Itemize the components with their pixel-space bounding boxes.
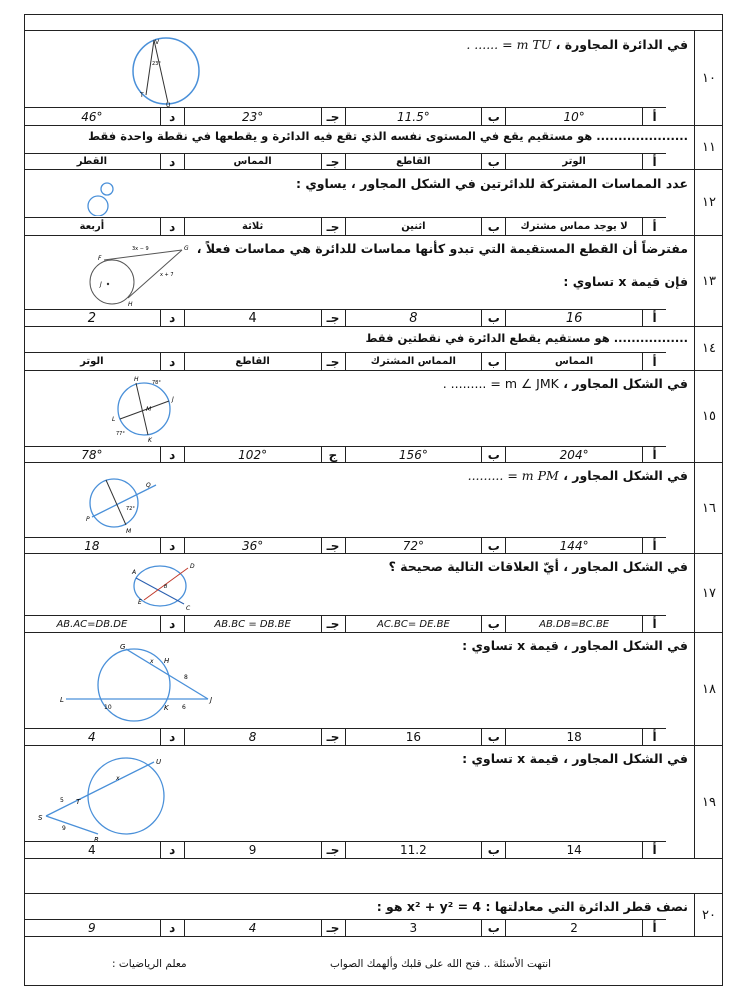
q15-label-k: K <box>148 437 152 443</box>
q17-letter-c: جـ <box>321 616 345 632</box>
q13-option-c[interactable]: 4 <box>184 310 321 326</box>
question-17-text: في الشكل المجاور ، أيّ العلاقات التالية صحيحة ؟ <box>388 559 688 574</box>
question-13-number: ١٣ <box>695 236 723 327</box>
q17-label-e: E <box>138 599 142 606</box>
question-15-text: في الشكل المجاور ، m ∠ JMK = ......... . <box>442 376 688 391</box>
q16-option-a[interactable]: 144° <box>505 538 642 553</box>
q19-label-s: S <box>38 814 43 822</box>
q17-label-b: B <box>164 584 168 590</box>
q18-figure <box>60 639 220 727</box>
q13-label-g: G <box>184 245 189 252</box>
q16-label-angle: 72° <box>126 506 135 512</box>
question-10-text: في الدائرة المجاورة ، m TU = ...... . <box>466 37 688 52</box>
q10-label-angle: 23° <box>152 61 161 67</box>
q15-option-b[interactable]: 156° <box>345 447 482 462</box>
q14-letter-c: جـ <box>321 353 345 370</box>
q15-option-a[interactable]: 204° <box>505 447 642 462</box>
q18-label-h: H <box>164 657 170 665</box>
q14-letter-a: أ <box>642 353 666 370</box>
q20-letter-a: أ <box>642 920 666 936</box>
q10-letter-d: د <box>160 108 184 125</box>
q13-option-b[interactable]: 8 <box>345 310 482 326</box>
q17-option-b[interactable]: AC.BC= DE.BE <box>345 616 482 632</box>
q13-option-a[interactable]: 16 <box>505 310 642 326</box>
q11-option-c[interactable]: المماس <box>184 154 321 169</box>
q15-label-a1: 78° <box>152 380 161 386</box>
q20-option-d[interactable]: 9 <box>88 921 96 935</box>
q17-label-d: D <box>190 563 195 570</box>
q19-label-x: x <box>116 775 120 782</box>
question-19-number: ١٩ <box>695 746 723 859</box>
q11-letter-c: جـ <box>321 154 345 169</box>
q14-option-a[interactable]: المماس <box>505 353 642 370</box>
q11-letter-a: أ <box>642 154 666 169</box>
q11-letter-d: د <box>160 154 184 169</box>
q19-option-a[interactable]: 14 <box>505 842 642 858</box>
q19-label-t: T <box>76 798 81 806</box>
question-12 <box>24 170 723 236</box>
question-15 <box>24 371 723 463</box>
q20-letter-c: جـ <box>321 920 345 936</box>
top-strip <box>24 14 723 31</box>
q17-letter-d: د <box>160 616 184 632</box>
question-15-number: ١٥ <box>695 371 723 463</box>
question-11-text: ..................... هو مستقيم يقع في المستوى نفسه الذي تقع فيه الدائرة و يقطعها في نقطة واحدة فقط <box>88 129 688 143</box>
q18-letter-a: أ <box>642 729 666 745</box>
q15-label-h: H <box>134 376 139 383</box>
q12-letter-a: أ <box>642 218 666 235</box>
q12-letter-c: جـ <box>321 218 345 235</box>
q18-label-s10: 10 <box>104 704 112 711</box>
q19-letter-a: أ <box>642 842 666 858</box>
footer-teacher-label: معلم الرياضيات : <box>112 958 187 970</box>
q18-label-s6: 6 <box>182 704 186 711</box>
q16-letter-a: أ <box>642 538 666 553</box>
q10-letter-b: ب <box>481 108 505 125</box>
q10-label-u: U <box>166 102 171 107</box>
q18-option-c[interactable]: 8 <box>184 729 321 745</box>
q12-option-c[interactable]: ثلاثة <box>184 218 321 235</box>
q14-letter-b: ب <box>481 353 505 370</box>
q18-option-b[interactable]: 16 <box>345 729 482 745</box>
question-11 <box>24 126 723 170</box>
q17-option-d[interactable]: AB.AC=DB.DE <box>56 618 128 630</box>
question-12-number: ١٢ <box>695 170 723 236</box>
q13-label-top: 3x − 9 <box>132 246 149 252</box>
q18-letter-c: جـ <box>321 729 345 745</box>
q13-label-f: F <box>98 255 102 262</box>
q16-figure <box>84 467 174 539</box>
q19-letter-b: ب <box>481 842 505 858</box>
q16-option-c[interactable]: 36° <box>184 538 321 553</box>
q18-label-k: K <box>164 704 169 712</box>
q18-label-l: L <box>60 696 64 704</box>
q14-option-b[interactable]: المماس المشترك <box>345 353 482 370</box>
q12-figure <box>84 176 144 216</box>
q17-letter-b: ب <box>481 616 505 632</box>
question-20-number: ٢٠ <box>695 894 723 937</box>
q13-letter-b: ب <box>481 310 505 326</box>
q10-option-b[interactable]: 11.5° <box>345 108 482 125</box>
q20-option-a[interactable]: 2 <box>505 920 642 936</box>
q16-letter-c: جـ <box>321 538 345 553</box>
q20-letter-b: ب <box>481 920 505 936</box>
q10-label-v: V <box>155 39 160 46</box>
question-14 <box>24 327 723 371</box>
q10-option-d[interactable]: 46° <box>81 109 103 124</box>
q15-option-c[interactable]: 102° <box>184 447 321 462</box>
q19-label-r: R <box>94 836 99 842</box>
q15-label-l: L <box>112 416 116 423</box>
q10-letter-c: جـ <box>321 108 345 125</box>
q11-option-b[interactable]: القاطع <box>345 154 482 169</box>
q10-option-a[interactable]: 10° <box>505 108 642 125</box>
q10-option-c[interactable]: 23° <box>184 108 321 125</box>
q17-option-c[interactable]: AB.BC = DB.BE <box>184 616 321 632</box>
q18-label-g: G <box>120 643 126 651</box>
question-13-text: مفترضاً أن القطع المستقيمة التي تبدو كأنها مماسات للدائرة هي مماسات فعلاً ، <box>196 241 688 256</box>
q17-letter-a: أ <box>642 616 666 632</box>
q17-option-a[interactable]: AB.DB=BC.BE <box>505 616 642 632</box>
q11-option-a[interactable]: الوتر <box>505 154 642 169</box>
question-20-text: نصف قطر الدائرة التي معادلتها : x² + y² = 4 هو : <box>376 899 688 914</box>
q20-option-c[interactable]: 4 <box>184 920 321 936</box>
q13-label-j: J <box>100 281 102 288</box>
q16-letter-b: ب <box>481 538 505 553</box>
q13-letter-d: د <box>160 310 184 326</box>
q15-label-m: M <box>146 406 152 413</box>
q20-option-b[interactable]: 3 <box>345 920 482 936</box>
q13-option-d[interactable]: 2 <box>87 310 97 326</box>
q19-option-d[interactable]: 4 <box>88 843 96 857</box>
question-14-text: ................. هو مستقيم يقطع الدائرة في نقطتين فقط <box>365 331 688 345</box>
q18-label-x: x <box>150 658 154 665</box>
q12-option-b[interactable]: اثنين <box>345 218 482 235</box>
q15-option-d[interactable]: 78° <box>81 447 103 462</box>
q16-option-d[interactable]: 18 <box>84 538 100 553</box>
q13-letter-a: أ <box>642 310 666 326</box>
q15-figure <box>96 373 196 443</box>
q19-option-b[interactable]: 11.2 <box>345 842 482 858</box>
question-19 <box>24 746 723 859</box>
q16-option-b[interactable]: 72° <box>345 538 482 553</box>
question-10-number: ١٠ <box>695 31 723 126</box>
question-13-text2: فإن قيمة x تساوي : <box>563 274 688 289</box>
q18-letter-b: ب <box>481 729 505 745</box>
q15-label-j: J <box>172 396 174 403</box>
question-13 <box>24 236 723 327</box>
q15-letter-c: ج <box>321 447 345 462</box>
q13-label-right: x + 7 <box>160 272 174 278</box>
q15-letter-d: د <box>160 447 184 462</box>
question-18-number: ١٨ <box>695 633 723 746</box>
q18-label-s8: 8 <box>184 674 188 681</box>
q12-option-a[interactable]: لا يوجد مماس مشترك <box>505 218 642 235</box>
q20-letter-d: د <box>160 920 184 936</box>
question-16-text: في الشكل المجاور ، m PM = ......... <box>467 468 688 483</box>
q15-letter-b: ب <box>481 447 505 462</box>
footer-closing-text: انتهت الأسئلة .. فتح الله على قلبك وألهمك الصواب <box>330 958 552 970</box>
q15-label-a2: 77° <box>116 431 125 437</box>
question-16-number: ١٦ <box>695 463 723 554</box>
question-18-text: في الشكل المجاور ، قيمة x تساوي : <box>462 638 688 653</box>
q16-label-q: Q <box>146 482 151 489</box>
q11-option-d[interactable]: القطر <box>76 156 108 167</box>
q19-figure <box>36 754 196 842</box>
question-12-text: عدد المماسات المشتركة للدائرتين في الشكل المجاور ، يساوي : <box>295 176 688 191</box>
q18-letter-d: د <box>160 729 184 745</box>
q15-letter-a: أ <box>642 447 666 462</box>
q19-letter-d: د <box>160 842 184 858</box>
q13-label-h: H <box>128 301 133 308</box>
q16-label-m: M <box>126 528 132 535</box>
q18-option-a[interactable]: 18 <box>505 729 642 745</box>
q18-label-j: J <box>210 696 213 704</box>
q17-label-a: A <box>132 569 137 576</box>
q18-option-d[interactable]: 4 <box>88 730 96 744</box>
q13-figure <box>64 238 214 308</box>
q10-letter-a: أ <box>642 108 666 125</box>
q16-letter-d: د <box>160 538 184 553</box>
question-16 <box>24 463 723 554</box>
q19-label-s5: 5 <box>60 797 64 804</box>
question-14-number: ١٤ <box>695 327 723 371</box>
question-17 <box>24 554 723 633</box>
question-19-text: في الشكل المجاور ، قيمة x تساوي : <box>462 751 688 766</box>
q19-option-c[interactable]: 9 <box>184 842 321 858</box>
q13-letter-c: جـ <box>321 310 345 326</box>
q19-label-s9: 9 <box>62 825 66 832</box>
q14-option-c[interactable]: القاطع <box>184 353 321 370</box>
question-10 <box>24 31 723 126</box>
q19-label-u: U <box>156 758 162 766</box>
q16-label-p: P <box>86 516 90 523</box>
q14-letter-d: د <box>160 353 184 370</box>
q17-figure <box>114 556 204 616</box>
q14-option-d[interactable]: الوتر <box>80 356 104 367</box>
question-11-number: ١١ <box>695 126 723 170</box>
q10-figure <box>108 35 218 107</box>
question-20 <box>24 893 723 937</box>
q17-label-c: C <box>186 605 191 612</box>
q12-letter-b: ب <box>481 218 505 235</box>
question-18 <box>24 633 723 746</box>
q12-letter-d: د <box>160 218 184 235</box>
q10-label-t: T <box>140 92 144 99</box>
q19-letter-c: جـ <box>321 842 345 858</box>
question-17-number: ١٧ <box>695 554 723 633</box>
q12-option-d[interactable]: أربعة <box>79 221 105 232</box>
q11-letter-b: ب <box>481 154 505 169</box>
